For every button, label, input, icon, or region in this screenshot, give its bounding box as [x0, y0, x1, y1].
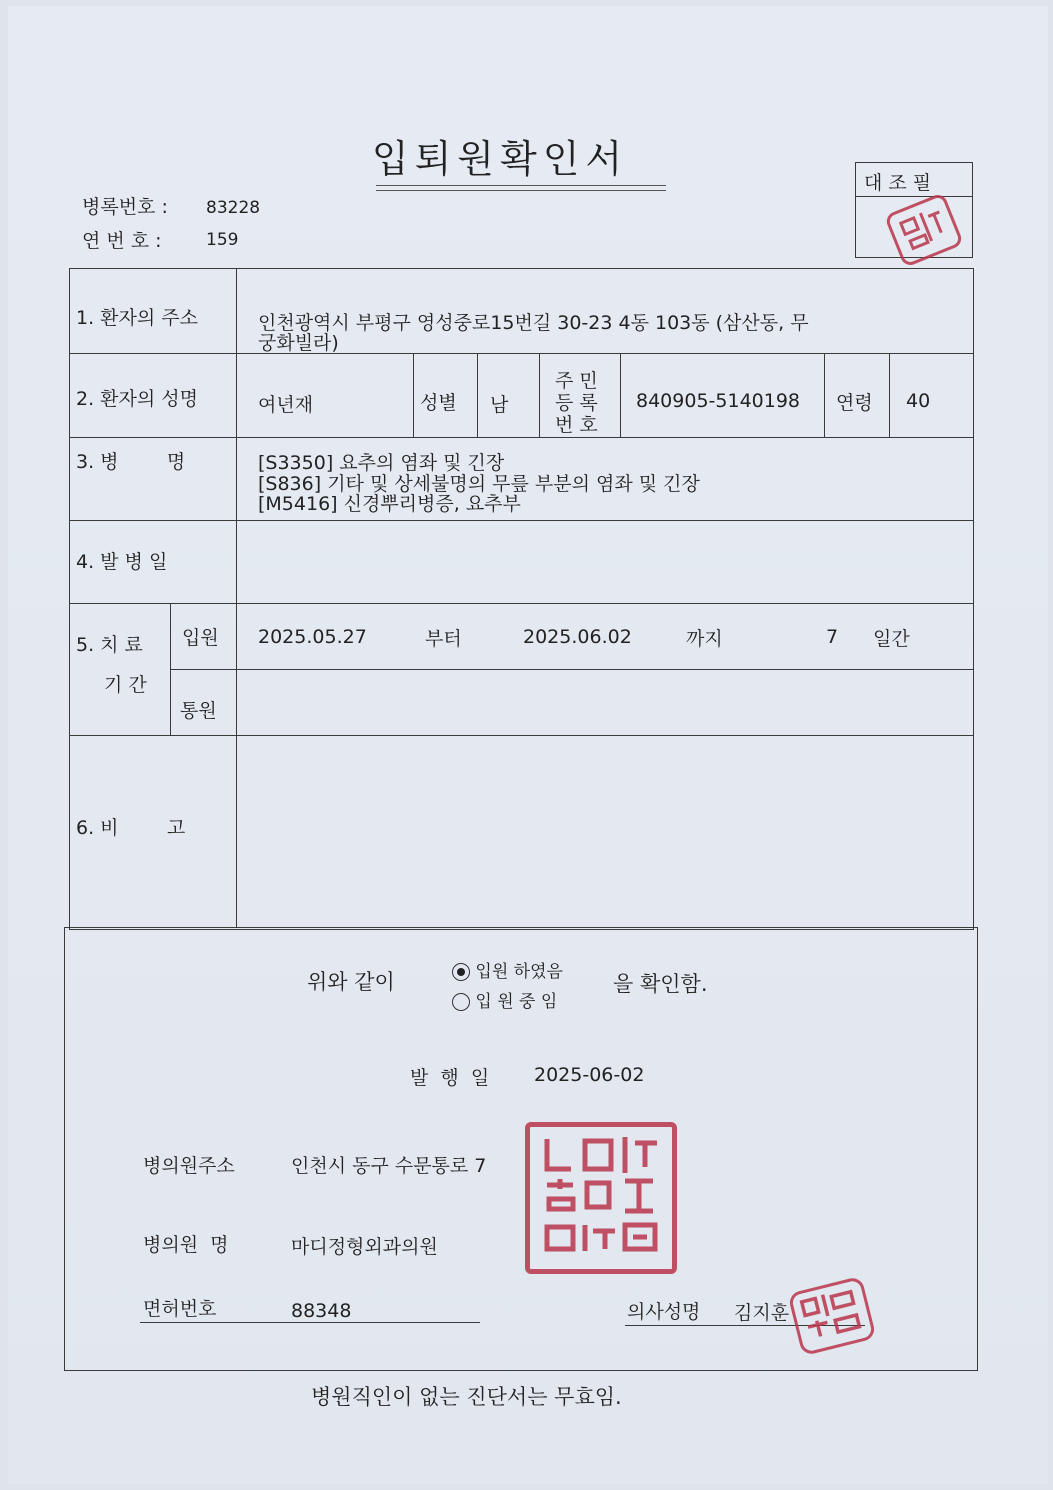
col-divider	[477, 353, 478, 437]
age-label: 연령	[836, 392, 873, 414]
option-in-hospital	[452, 987, 557, 1012]
title-underline-2	[376, 190, 666, 191]
col-divider	[620, 353, 621, 437]
hospital-seal	[525, 1122, 677, 1274]
title-underline-1	[376, 185, 666, 186]
age: 40	[906, 390, 931, 412]
hospital-address: 인천시 동구 수문통로 7	[291, 1155, 487, 1177]
record-no: 83228	[206, 198, 261, 218]
license-no: 88348	[291, 1300, 352, 1322]
rrn-label-1: 주 민	[555, 370, 598, 392]
disease-2: [S836] 기타 및 상세불명의 무릎 부분의 염좌 및 긴장	[258, 473, 700, 495]
col-divider	[413, 353, 414, 437]
row-divider	[69, 603, 973, 604]
compare-box-divider	[855, 196, 972, 197]
doctor-seal-glyph-icon	[794, 1280, 869, 1346]
document-title: 입퇴원확인서	[371, 137, 629, 181]
col-divider	[889, 353, 890, 437]
record-no-label: 병록번호 :	[82, 196, 168, 218]
row-divider	[69, 520, 973, 521]
sex-label: 성별	[420, 392, 457, 414]
outpatient-label: 통원	[180, 700, 217, 722]
issue-label: 발 행 일	[410, 1067, 490, 1089]
row-divider	[69, 437, 973, 438]
days: 7	[826, 626, 839, 648]
hospital-name-label: 병의원 명	[143, 1234, 229, 1256]
compare-label: 대 조 필	[864, 172, 932, 194]
serial-no-label: 연 번 호 :	[82, 230, 162, 252]
radio-unchecked-icon	[452, 993, 470, 1011]
footer-note: 병원직인이 없는 진단서는 무효임.	[311, 1385, 622, 1409]
serial-no: 159	[206, 230, 239, 250]
address-line-2: 궁화빌라)	[258, 332, 339, 354]
to-label: 까지	[686, 628, 723, 650]
days-label: 일간	[873, 628, 910, 650]
treatment-label-2: 기 간	[104, 674, 147, 696]
disease-label: 3. 병 명	[76, 451, 186, 473]
inpatient-label: 입원	[182, 627, 219, 649]
row-divider	[69, 735, 973, 736]
onset-label: 4. 발 병 일	[76, 551, 168, 573]
option-admitted-label: 입원 하였음	[475, 962, 563, 982]
col-divider	[236, 268, 237, 928]
hospital-name: 마디정형외과의원	[291, 1236, 438, 1258]
doctor-name: 김지훈	[734, 1302, 790, 1324]
radio-checked-icon	[452, 963, 470, 981]
col-divider	[170, 603, 171, 735]
rrn-label-3: 번 호	[555, 414, 598, 436]
hospital-address-label: 병의원주소	[143, 1155, 235, 1177]
treatment-label-1: 5. 치 료	[76, 634, 143, 656]
disease-3: [M5416] 신경뿌리병증, 요추부	[258, 493, 521, 515]
row-divider	[170, 669, 973, 670]
col-divider	[539, 353, 540, 437]
hospital-seal-glyph-icon	[535, 1127, 667, 1259]
license-underline	[140, 1322, 480, 1323]
disease-1: [S3350] 요추의 염좌 및 긴장	[258, 452, 505, 474]
option-in-hospital-label: 입 원 중 임	[475, 992, 558, 1012]
from-label: 부터	[425, 628, 462, 650]
confirm-suffix: 을 확인함.	[613, 972, 708, 996]
inpatient-from: 2025.05.27	[258, 626, 367, 648]
sex: 남	[490, 394, 509, 416]
doctor-label: 의사성명	[627, 1301, 701, 1323]
option-admitted	[452, 957, 563, 982]
name-label: 2. 환자의 성명	[76, 388, 198, 410]
license-label: 면허번호	[143, 1298, 217, 1320]
rrn-label-2: 등 록	[555, 392, 598, 414]
rrn: 840905-5140198	[636, 390, 801, 412]
row-divider	[69, 353, 973, 354]
form-table	[69, 268, 974, 930]
patient-name: 여년재	[258, 394, 314, 416]
inpatient-to: 2025.06.02	[523, 626, 632, 648]
confirm-prefix: 위와 같이	[307, 970, 395, 994]
issue-date: 2025-06-02	[534, 1064, 645, 1086]
col-divider	[824, 353, 825, 437]
address-label: 1. 환자의 주소	[76, 307, 198, 329]
address-line-1: 인천광역시 부평구 영성중로15번길 30-23 4동 103동 (삼산동, 무	[258, 312, 809, 334]
remarks-label: 6. 비 고	[76, 817, 186, 839]
